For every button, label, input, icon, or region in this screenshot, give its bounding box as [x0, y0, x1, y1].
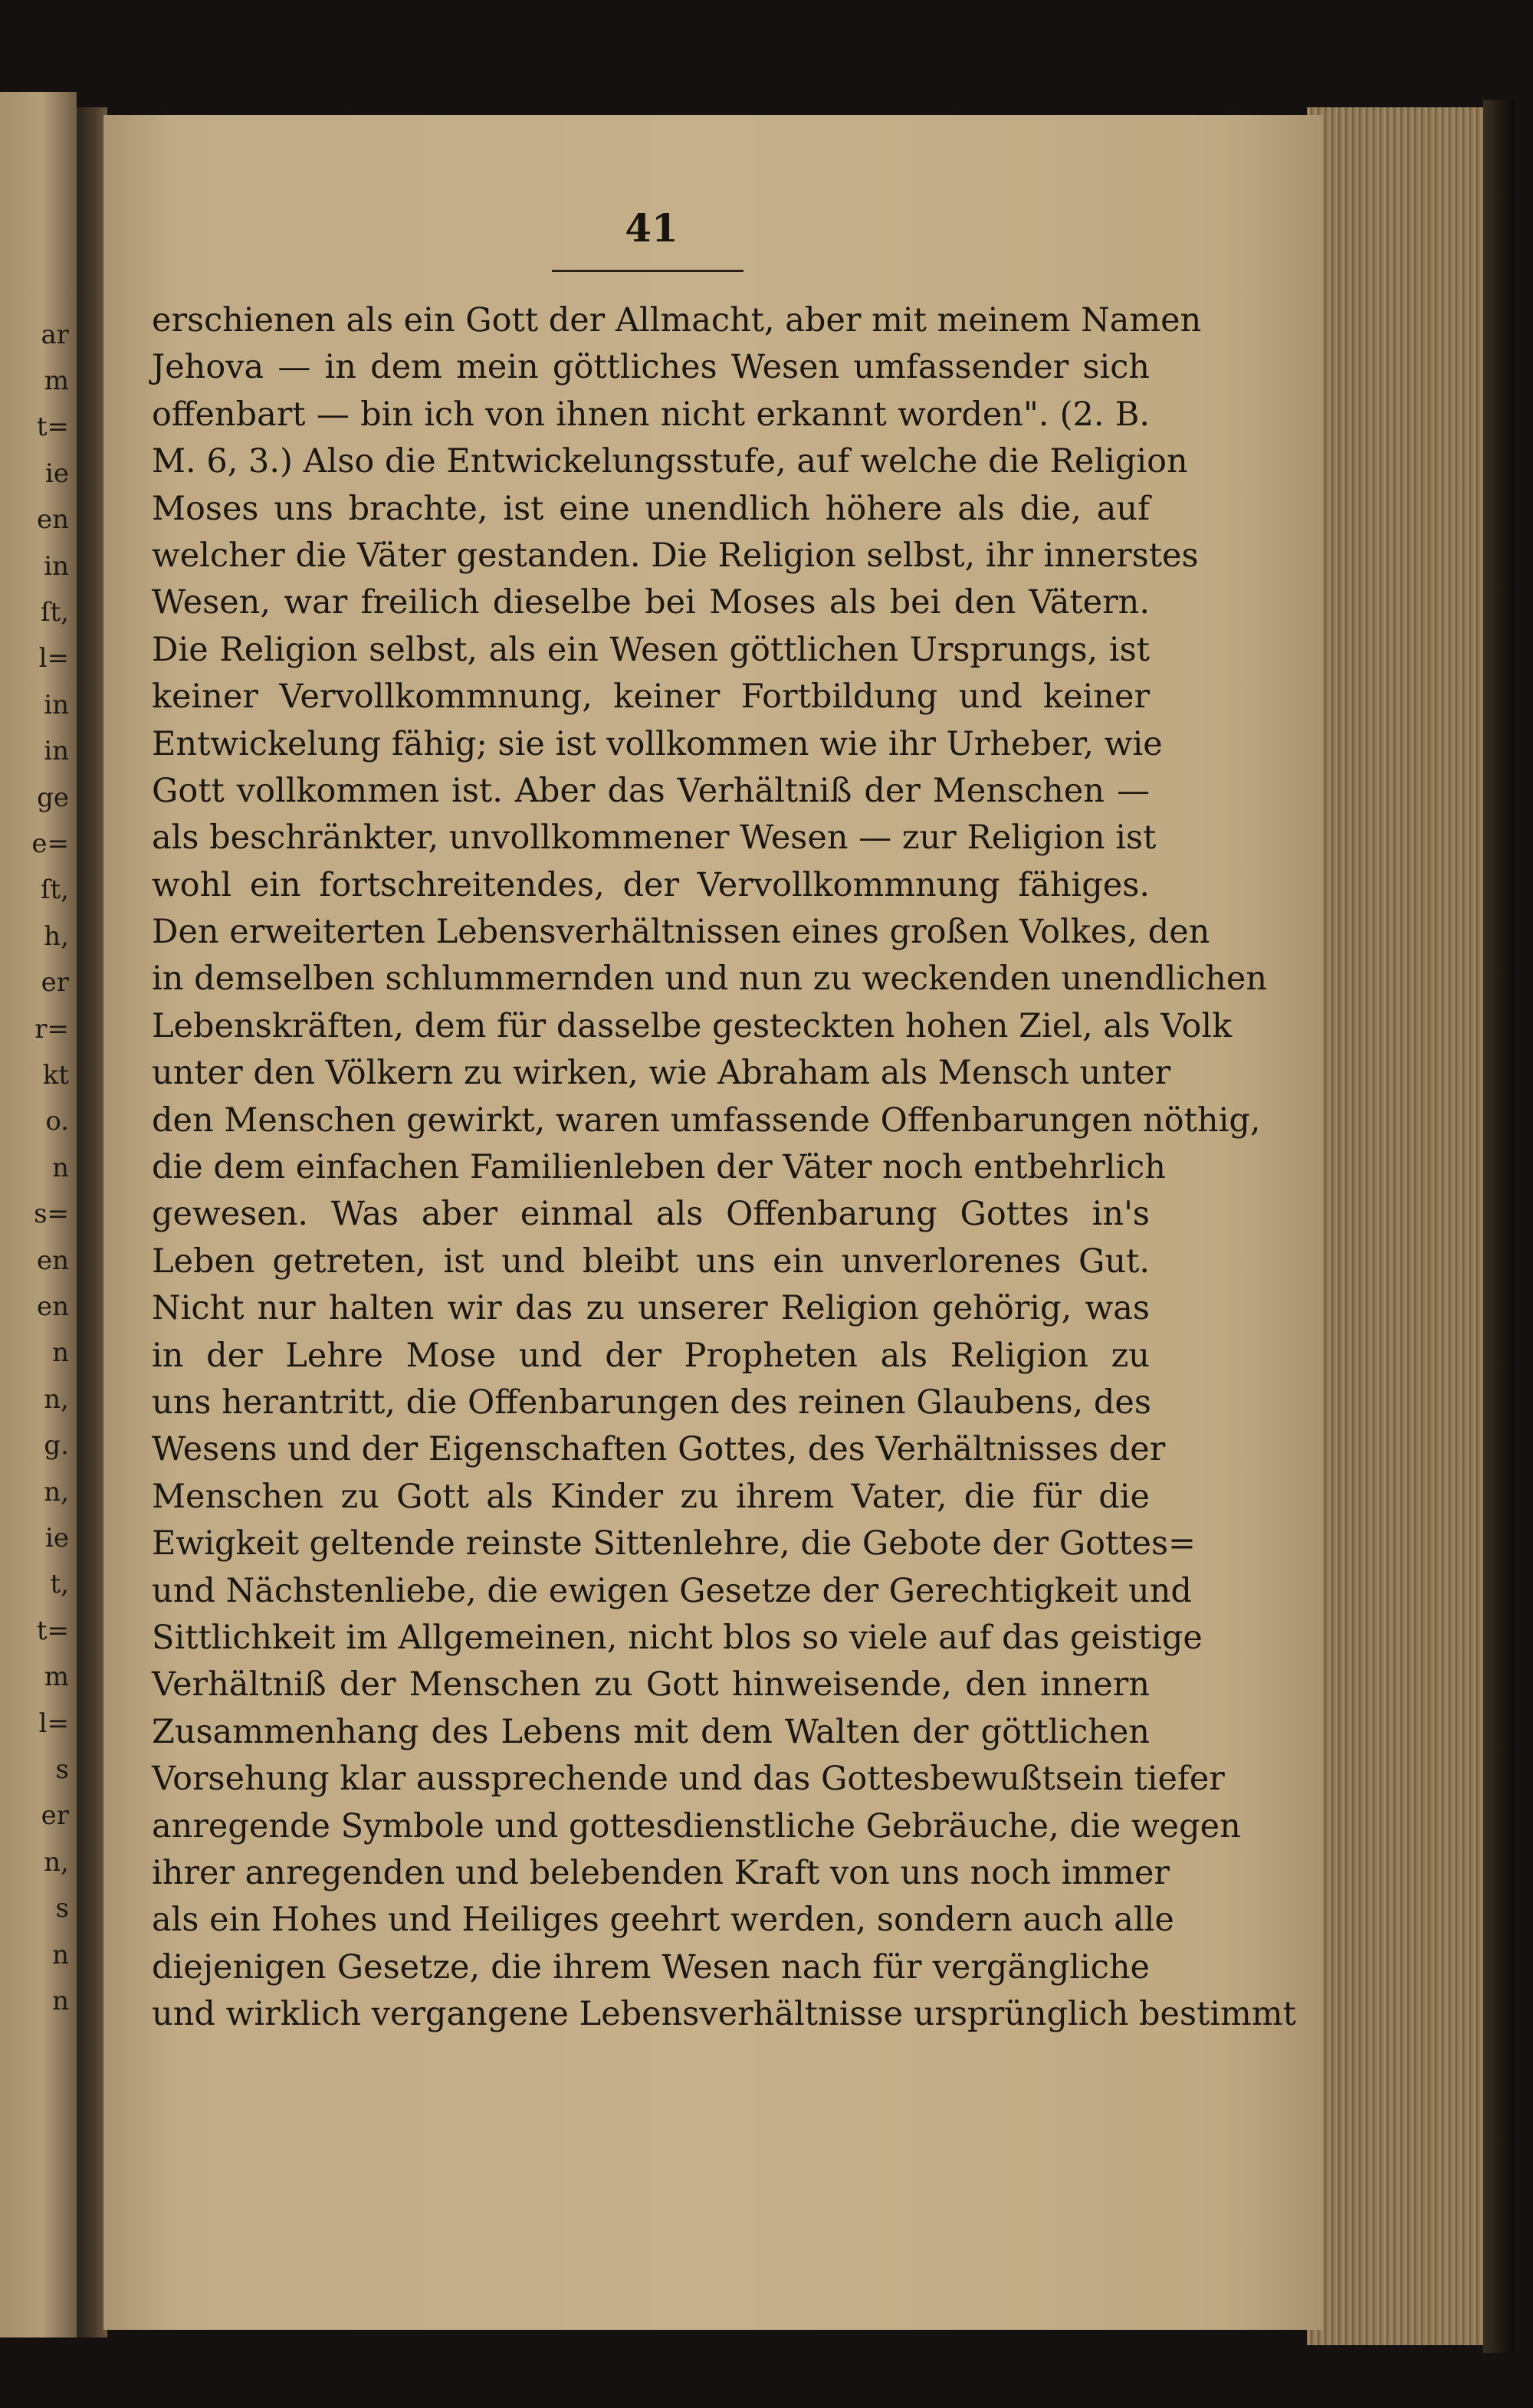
text-line: Entwickelung fähig; sie ist vollkommen wie ihr Urheber, wie: [152, 724, 1163, 763]
previous-page-line-end: t=: [36, 1616, 69, 1646]
previous-page-line-end: in: [44, 690, 69, 720]
text-line: gewesen. Was aber einmal als Offenbarung Gottes in's: [152, 1195, 1150, 1234]
text-line: Wesens und der Eigenschaften Gottes, des Verhältnisses der: [152, 1430, 1166, 1469]
book-gutter: [77, 107, 107, 2337]
previous-page-line-end: ar: [41, 320, 69, 350]
previous-page-line-end: er: [41, 967, 69, 998]
text-line: und wirklich vergangene Lebensverhältnisse ursprünglich bestimmt: [152, 1995, 1296, 2034]
text-line: Zusammenhang des Lebens mit dem Walten der göttlichen: [152, 1712, 1150, 1751]
previous-page-line-end: ie: [45, 458, 69, 489]
page-number: 41: [625, 205, 678, 251]
previous-page-text-column: [0, 92, 77, 2337]
previous-page-line-end: in: [44, 736, 69, 766]
previous-page-line-end: n,: [44, 1477, 69, 1507]
previous-page-line-end: s=: [34, 1199, 69, 1229]
previous-page-line-end: n: [52, 1153, 69, 1183]
text-line: Nicht nur halten wir das zu unserer Religion gehörig, was: [152, 1289, 1150, 1328]
text-line: Sittlichkeit im Allgemeinen, nicht blos so viele auf das geistige: [152, 1618, 1203, 1657]
page-number-rule: [552, 270, 744, 272]
text-line: die dem einfachen Familienleben der Väter noch entbehrlich: [152, 1148, 1166, 1187]
previous-page-line-end: t,: [50, 1569, 69, 1599]
previous-page-line-end: kt: [42, 1060, 69, 1091]
text-line: Leben getreten, ist und bleibt uns ein unverlorenes Gut.: [152, 1242, 1150, 1281]
previous-page-line-end: m: [44, 366, 69, 396]
text-line: uns herantritt, die Offenbarungen des reinen Glaubens, des: [152, 1383, 1151, 1422]
text-line: als ein Hohes und Heiliges geehrt werden, sondern auch alle: [152, 1901, 1174, 1940]
text-line: Ewigkeit geltende reinste Sittenlehre, die Gebote der Gottes=: [152, 1524, 1197, 1563]
text-line: und Nächstenliebe, die ewigen Gesetze der Gerechtigkeit und: [152, 1571, 1192, 1610]
text-line: Moses uns brachte, ist eine unendlich höhere als die, auf: [152, 489, 1150, 528]
previous-page-line-end: t=: [36, 412, 69, 442]
text-line: ihrer anregenden und belebenden Kraft von uns noch immer: [152, 1853, 1170, 1892]
text-line: in demselben schlummernden und nun zu weckenden unendlichen: [152, 960, 1268, 999]
text-line: den Menschen gewirkt, waren umfassende Offenbarungen nöthig,: [152, 1101, 1261, 1140]
text-line: als beschränkter, unvollkommener Wesen — zur Religion ist: [152, 819, 1157, 858]
previous-page-line-end: n: [52, 1337, 69, 1368]
previous-page-line-end: ie: [45, 1523, 69, 1553]
previous-page-line-end: h,: [44, 921, 69, 952]
previous-page-line-end: n: [52, 1986, 69, 2016]
text-line: Den erweiterten Lebensverhältnissen eines großen Volkes, den: [152, 913, 1210, 952]
text-line: Wesen, war freilich dieselbe bei Moses als bei den Vätern.: [152, 583, 1150, 622]
text-line: anregende Symbole und gottesdienstliche Gebräuche, die wegen: [152, 1806, 1241, 1845]
book-edge-shadow: [1483, 100, 1514, 2353]
previous-page-line-end: ſt,: [40, 874, 69, 905]
text-line: M. 6, 3.) Also die Entwickelungsstufe, auf welche die Religion: [152, 442, 1188, 481]
body-text: [152, 297, 1296, 2038]
text-line: Vorsehung klar aussprechende und das Gottesbewußtsein tiefer: [152, 1760, 1225, 1799]
previous-page-line-end: en: [36, 1245, 69, 1276]
previous-page-line-end: er: [41, 1800, 69, 1831]
previous-page-line-end: s: [55, 1893, 69, 1924]
text-line: Die Religion selbst, als ein Wesen göttlichen Ursprungs, ist: [152, 630, 1150, 669]
text-line: Menschen zu Gott als Kinder zu ihrem Vater, die für die: [152, 1477, 1150, 1516]
previous-page-fragment: [0, 92, 77, 2337]
text-line: Jehova — in dem mein göttliches Wesen umfassender sich: [152, 348, 1150, 387]
previous-page-line-end: e=: [31, 828, 69, 859]
text-line: diejenigen Gesetze, die ihrem Wesen nach für vergängliche: [152, 1947, 1150, 1986]
text-line: in der Lehre Mose und der Propheten als Religion zu: [152, 1336, 1150, 1375]
previous-page-line-end: r=: [34, 1014, 69, 1045]
text-line: unter den Völkern zu wirken, wie Abraham als Mensch unter: [152, 1054, 1171, 1093]
previous-page-line-end: n,: [44, 1847, 69, 1878]
previous-page-line-end: l=: [38, 1708, 69, 1739]
text-line: keiner Vervollkommnung, keiner Fortbildung und keiner: [152, 677, 1150, 717]
previous-page-line-end: ge: [37, 782, 69, 813]
previous-page-line-end: l=: [38, 643, 69, 674]
previous-page-line-end: g.: [44, 1430, 69, 1461]
previous-page-line-end: ſt,: [40, 597, 69, 628]
previous-page-line-end: s: [55, 1754, 69, 1785]
text-line: wohl ein fortschreitendes, der Vervollkommnung fähiges.: [152, 865, 1150, 904]
previous-page-line-end: n: [52, 1940, 69, 1970]
text-line: Lebenskräften, dem für dasselbe gesteckten hohen Ziel, als Volk: [152, 1006, 1233, 1045]
text-line: offenbart — bin ich von ihnen nicht erkannt worden". (2. B.: [152, 395, 1150, 434]
text-line: welcher die Väter gestanden. Die Religion selbst, ihr innerstes: [152, 536, 1199, 575]
previous-page-line-end: en: [36, 504, 69, 535]
text-line: erschienen als ein Gott der Allmacht, aber mit meinem Namen: [152, 301, 1202, 340]
previous-page-line-end: n,: [44, 1384, 69, 1415]
text-line: Verhältniß der Menschen zu Gott hinweisende, den innern: [152, 1665, 1150, 1704]
previous-page-line-end: in: [44, 551, 69, 582]
previous-page-line-end: m: [44, 1662, 69, 1692]
page-edges: [1307, 107, 1502, 2345]
previous-page-line-end: en: [36, 1291, 69, 1322]
text-line: Gott vollkommen ist. Aber das Verhältniß der Menschen —: [152, 771, 1150, 810]
previous-page-line-end: o.: [45, 1106, 69, 1137]
